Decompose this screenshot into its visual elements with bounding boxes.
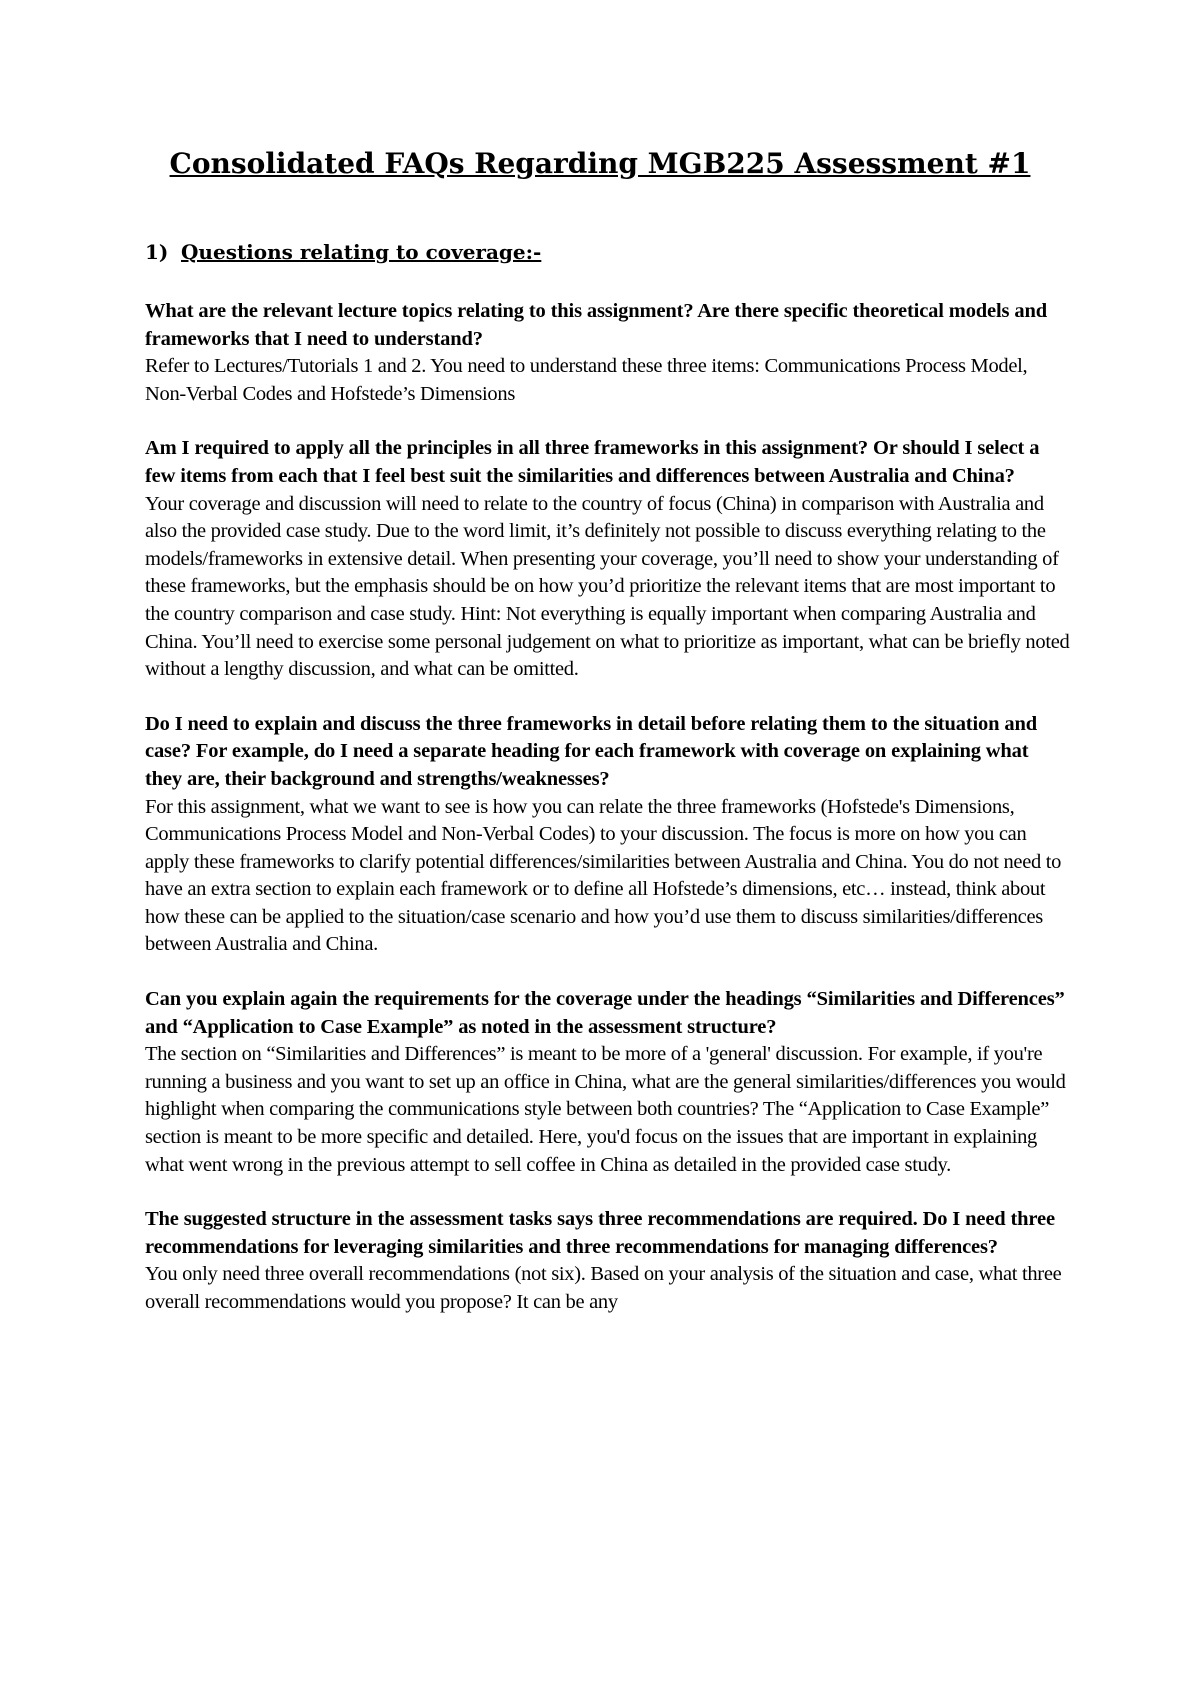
faq-item (145, 1206, 1070, 1316)
faq-answer: The section on “Similarities and Differences” is meant to be more of a 'general' discussion. For example, if you're running a business and you want to set up an office in China, what are the general similarities/differences you would highlight when comparing the communications style between both countries? The “Application to Case Example” section is meant to be more specific and detailed. Here, you'd focus on the issues that are important in explaining what went wrong in the previous attempt to sell coffee in China as detailed in the provided case study. (145, 1043, 1066, 1176)
faq-item (145, 298, 1070, 408)
faq-item (145, 986, 1070, 1179)
faq-answer: You only need three overall recommendations (not six). Based on your analysis of the situation and case, what three overall recommendations would you propose? It can be any (145, 1263, 1062, 1313)
faq-item (145, 435, 1070, 683)
section-heading (145, 238, 541, 266)
section-title: Questions relating to coverage:- (181, 240, 542, 264)
faq-question: Do I need to explain and discuss the three frameworks in detail before relating them to the situation and case? For example, do I need a separate heading for each framework with coverage on explaining what they are, their background and strengths/weaknesses? (145, 712, 1037, 790)
faq-list (145, 298, 1070, 1344)
faq-question: The suggested structure in the assessment tasks says three recommendations are required. Do I need three recommendations for leveraging similarities and three recommendations for managing differences? (145, 1208, 1055, 1258)
section-number: 1) (145, 240, 169, 264)
faq-answer: For this assignment, what we want to see is how you can relate the three frameworks (Hofstede's Dimensions, Communications Process Model and Non-Verbal Codes) to your discussion. The focus is more on how you can apply these frameworks to clarify potential differences/similarities between Australia and China. You do not need to have an extra section to explain each framework or to define all Hofstede’s dimensions, etc… instead, think about how these can be applied to the situation/case scenario and how you’d use them to discuss similarities/differences between Australia and China. (145, 795, 1062, 956)
faq-question: What are the relevant lecture topics relating to this assignment? Are there specific theoretical models and frameworks that I need to understand? (145, 300, 1047, 350)
faq-answer: Your coverage and discussion will need to relate to the country of focus (China) in comparison with Australia and also the provided case study. Due to the word limit, it’s definitely not possible to discuss everything relating to the models/frameworks in extensive detail. When presenting your coverage, you’ll need to show your understanding of these frameworks, but the emphasis should be on how you’d prioritize the relevant items that are most important to the country comparison and case study. Hint: Not everything is equally important when comparing Australia and China. You’ll need to exercise some personal judgement on what to prioritize as important, what can be briefly noted without a lengthy discussion, and what can be omitted. (145, 492, 1070, 681)
faq-answer: Refer to Lectures/Tutorials 1 and 2. You need to understand these three items: Communications Process Model, Non-Verbal Codes and Hofstede’s Dimensions (145, 355, 1028, 405)
faq-item (145, 711, 1070, 959)
document-title: Consolidated FAQs Regarding MGB225 Assessment #1 (169, 147, 1031, 180)
faq-question: Am I required to apply all the principles in all three frameworks in this assignment? Or should I select a few items from each that I feel best suit the similarities and differences between Australia and China? (145, 437, 1040, 487)
faq-question: Can you explain again the requirements for the coverage under the headings “Similarities and Differences” and “Application to Case Example” as noted in the assessment structure? (145, 988, 1065, 1038)
